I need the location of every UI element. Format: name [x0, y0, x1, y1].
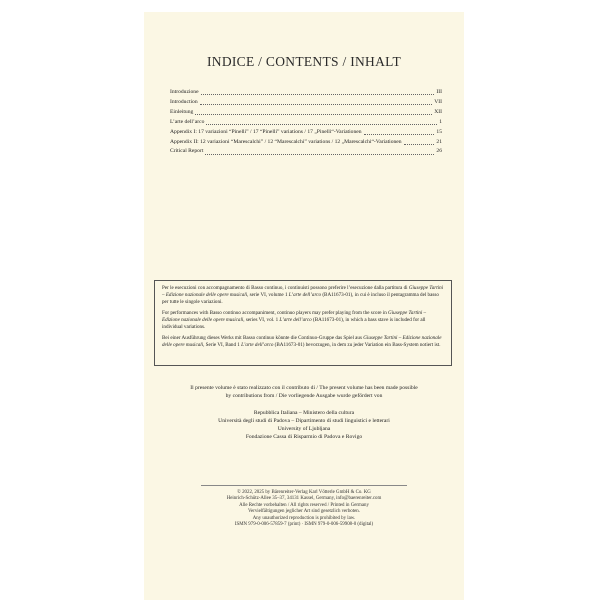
- notice-text: , serie VI, volume 1: [247, 292, 289, 299]
- toc-entry-page: XII: [434, 108, 442, 115]
- imprint-legal-en: Any unauthorized reproduction is prohibited by law.: [252, 515, 356, 521]
- notice-german: [162, 335, 444, 349]
- notice-work-title: L’arte dell’arco: [241, 342, 274, 349]
- leader-dots: [364, 134, 435, 135]
- leader-dots: [205, 154, 434, 155]
- leader-dots: [404, 144, 435, 145]
- notice-text: (BA11673-01), in cui è incluso il pentagramma del basso per tutte le singole variazioni.: [162, 292, 439, 306]
- notice-english: [162, 310, 444, 332]
- imprint-address: Heinrich-Schütz-Allee 35–37, 34131 Kassel, Germany, info@baerenreiter.com: [226, 496, 382, 502]
- notice-ref-title: Giuseppe Tartini – Edizione nazionale delle opere musicali: [162, 335, 442, 349]
- toc-entry-critical-report[interactable]: [170, 147, 442, 157]
- toc-entry-appendix-1[interactable]: [170, 128, 442, 138]
- imprint-rights: Alle Rechte vorbehalten / All rights reserved / Printed in Germany: [239, 502, 369, 508]
- toc-entry-page: 15: [436, 128, 442, 135]
- imprint-copyright: © 2022, 2025 by Bärenreiter-Verlag Karl Vötterle GmbH & Co. KG: [237, 490, 371, 495]
- notice-ref-title: Giuseppe Tartini – Edizione nazionale delle opere musicali: [162, 285, 444, 299]
- page-title: INDICE / CONTENTS / INHALT: [206, 54, 402, 69]
- toc-entry-page: 21: [436, 138, 442, 145]
- sponsor-line: University of Ljubljana: [277, 426, 331, 433]
- support-intro-line: Il presente volume è stato realizzato con il contributo di / The present volume has been made possible: [190, 385, 418, 391]
- toc-entry-label: Introduzione: [170, 89, 199, 95]
- imprint-divider: [201, 485, 407, 486]
- notice-text: , Serie VI, Band 1: [203, 342, 242, 349]
- sponsor-line: Università degli studi di Padova – Dipartimento di studi linguistici e letterari: [218, 418, 390, 425]
- leader-dots: [206, 124, 437, 125]
- notice-work-title: L’arte dell’arco: [279, 317, 312, 324]
- support-intro-line: by contributions from / Die vorliegende Ausgabe wurde gefördert von: [225, 393, 383, 400]
- notice-text: Bei einer Ausführung dieses Werks mit Basso continuo könnte die Continuo-Gruppe das Spiel aus: [162, 335, 364, 341]
- notice-work-title: L’arte dell’arco: [288, 292, 322, 299]
- sponsor-line: Fondazione Cassa di Risparmio di Padova e Rovigo: [245, 434, 363, 441]
- notice-text: For performances with Basso continuo accompaniment, continuo players may prefer playing from the score in: [162, 310, 389, 316]
- leader-dots: [200, 104, 433, 105]
- notice-ref-title: Giuseppe Tartini – Edizione nazionale delle opere musicali: [162, 310, 427, 324]
- imprint: [144, 490, 464, 528]
- toc-entry-appendix-2[interactable]: [170, 138, 442, 148]
- toc-entry-page: III: [436, 89, 442, 95]
- support-credits: [144, 384, 464, 442]
- toc-entry-label: Introduction: [170, 98, 198, 105]
- toc-entry-label: Einleitung: [170, 108, 194, 115]
- toc-entry-einleitung[interactable]: [170, 108, 442, 118]
- leader-dots: [201, 94, 435, 95]
- notice-italian: [162, 285, 444, 307]
- notice-text: , series VI, vol. 1: [243, 317, 280, 324]
- toc-entry-page: 26: [436, 148, 442, 155]
- continuo-notice-box: [154, 280, 452, 366]
- leader-dots: [195, 114, 432, 115]
- document-page: [144, 12, 464, 600]
- toc-entry-page: VII: [434, 98, 442, 105]
- toc-entry-introduzione[interactable]: [170, 88, 442, 98]
- table-of-contents: [170, 88, 442, 157]
- sponsor-line: Repubblica Italiana – Ministero della cultura: [253, 410, 355, 417]
- toc-entry-label: Critical Report: [170, 148, 204, 155]
- notice-text: (BA11673-01), in which a bass stave is included for all individual variations.: [162, 317, 426, 331]
- toc-entry-label: Appendix II: 12 variazioni “Marescalchi” / 12 “Marescalchi” variations / 12 „Marescalchi“-Variationen: [170, 138, 402, 145]
- toc-entry-label: Appendix I: 17 variazioni “Pinelli” / 17 “Pinelli” variations / 17 „Pinelli“-Variationen: [170, 128, 362, 135]
- imprint-ismn: ISMN 979-0-006-57859-7 (print) · ISMN 979-0-006-59908-0 (digital): [234, 522, 374, 528]
- toc-entry-label: L’arte dell’arco: [170, 118, 205, 125]
- toc-entry-arte-dell-arco[interactable]: [170, 118, 442, 128]
- toc-entry-introduction[interactable]: [170, 98, 442, 108]
- notice-text: (BA11673-01) bevorzugen, in dem zu jeder Variation ein Bass-System notiert ist.: [273, 342, 441, 349]
- toc-entry-page: 1: [439, 118, 442, 125]
- imprint-legal-de: Vervielfältigungen jeglicher Art sind gesetzlich verboten.: [248, 509, 360, 515]
- notice-text: Per le esecuzioni con accompagnamento di Basso continuo, i continuisti possono preferire l’esecuzione dalla partitura di: [162, 285, 409, 291]
